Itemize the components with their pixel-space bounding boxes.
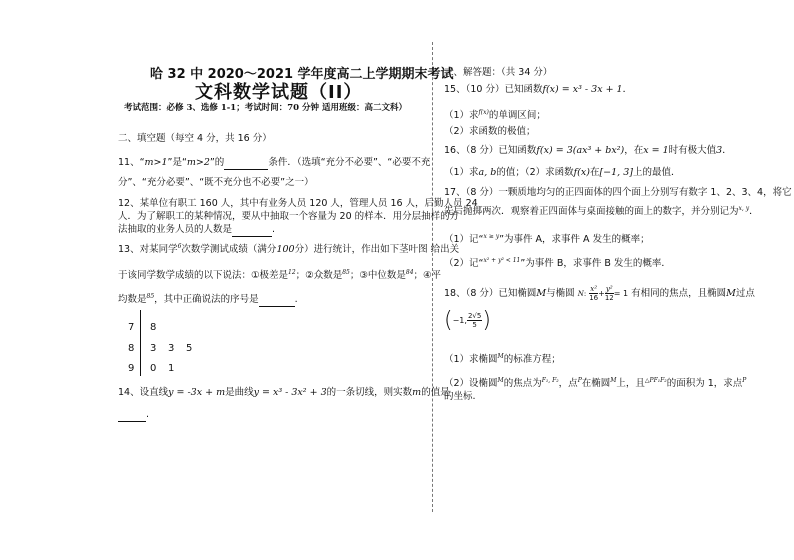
leaf-8-3: 5 [186,343,193,354]
ellipse-x-term: $\frac{\text{x²}}{16}$ [589,285,599,302]
answer-blank-14 [118,408,146,422]
question-16-head: 16、（8 分）已知函数f(x) = 3(ax³ + bx²)，在x = 1时有极大值3． [444,145,732,156]
question-14-line1: 14、设直线y = -3x + m是曲线y = x³ - 3x² + 3的一条切线，则实数m的值是 [118,387,450,398]
question-15-part1: （1）求$^{f(x)}$的单调区间； [444,109,546,122]
ellipse-y-term: $\frac{\text{y²}}{12}$ [604,285,614,302]
question-12-line2: 人．为了解职工的某种情况，要从中抽取一个容量为 20 的样本．用分层抽样的方 [118,211,460,222]
exam-scope: 考试范围：必修 3、选修 1-1；考试时间：70 分钟 适用班级：高二文科） [124,103,407,113]
question-11-line1: 11、“m>1”是“m>2”的 条件．（选填“充分不必要”、“必要不充 [118,157,431,168]
question-18-part1: （1）求椭圆$^M$的标准方程； [444,353,561,366]
stem-7: 7 [128,322,135,333]
question-18-part2-cont: 的坐标. [444,391,476,402]
answer-blank-11 [224,156,268,170]
point-y-fraction: $\frac{2√5}{5}$ [467,312,482,329]
question-15-part2: （2）求函数的极值； [444,126,536,137]
question-11-line2: 分”、“充分必要”、“既不充分也不必要”之一） [118,177,314,188]
stem-9: 9 [128,363,135,374]
question-15-head: 15、（10 分）已知函数f(x) = x³ - 3x + 1． [444,84,633,95]
question-14-line2: . [118,408,149,422]
question-17-line1: 17、（8 分）一颗质地均匀的正四面体的四个面上分别写有数字 1、2、3、4，将它 [444,187,792,198]
question-16-parts: （1）求a, b的值；（2）求函数f(x)在[−1, 3]上的最值． [444,167,681,178]
leaf-9-2: 1 [168,363,175,374]
exam-title-line2: 文科数学试题（II） [195,82,363,103]
question-13-line3: 均数是$^{85}$，其中正确说法的序号是 . [118,293,298,306]
question-13-line2: 于该同学数学成绩的以下说法：①极差是$^{12}$；②众数是$^{85}$；③中位数是$^{84}$；④平 [118,269,442,282]
answer-blank-13 [259,293,295,307]
answer-blank-12 [232,223,272,237]
leaf-9-1: 0 [150,363,157,374]
question-17-part2: （2）记“$^{x^2 + y^2 < 11}$”为事件 B，求事件 B 发生的概率． [444,257,671,270]
section-solution-heading: 三、解答题：（共 34 分） [444,67,553,78]
leaf-7-1: 8 [150,322,157,333]
question-12-line3: 法抽取的业务人员的人数是 . [118,224,276,235]
stem-leaf-divider [140,310,141,376]
question-12-line1: 12、某单位有职工 160 人，其中有业务人员 120 人，管理人员 16 人，后勤人员 24 [118,198,478,209]
stem-8: 8 [128,343,135,354]
leaf-8-2: 3 [168,343,175,354]
exam-title-line1: 哈 32 中 2020～2021 学年度高二上学期期末考试 [150,67,454,82]
question-17-line2: 先后抛掷两次．观察着正四面体与桌面接触的面上的数字，并分别记为$^{x, y}$． [444,205,759,218]
leaf-8-1: 3 [150,343,157,354]
section-fill-blank-heading: 二、填空题（每空 4 分，共 16 分） [118,133,272,144]
question-18-part2: （2）设椭圆$^M$的焦点为$^{F_1, F_2}$，点$^P$在椭圆$^M$上，且$^{\triangle PF_1F_2}$的面积为 1，求点$^P$ [444,377,747,390]
question-13-line1: 13、对某同学$^6$次数学测试成绩（满分100分）进行统计，作出如下茎叶图 给出关 [118,243,460,256]
stem-leaf-plot [118,310,228,380]
question-18-head: 18、（8 分）已知椭圆M与椭圆 N: $\frac{\text{x²}}{16}$ + $\frac{\text{y²}}{12}$ = 1 有相同的焦点，且椭圆M过点 [444,285,755,302]
question-17-part1: （1）记“$^{x \ge y}$”为事件 A，求事件 A 发生的概率； [444,233,650,246]
question-18-point: (−1, $\frac{2√5}{5}$ ) [444,308,491,333]
